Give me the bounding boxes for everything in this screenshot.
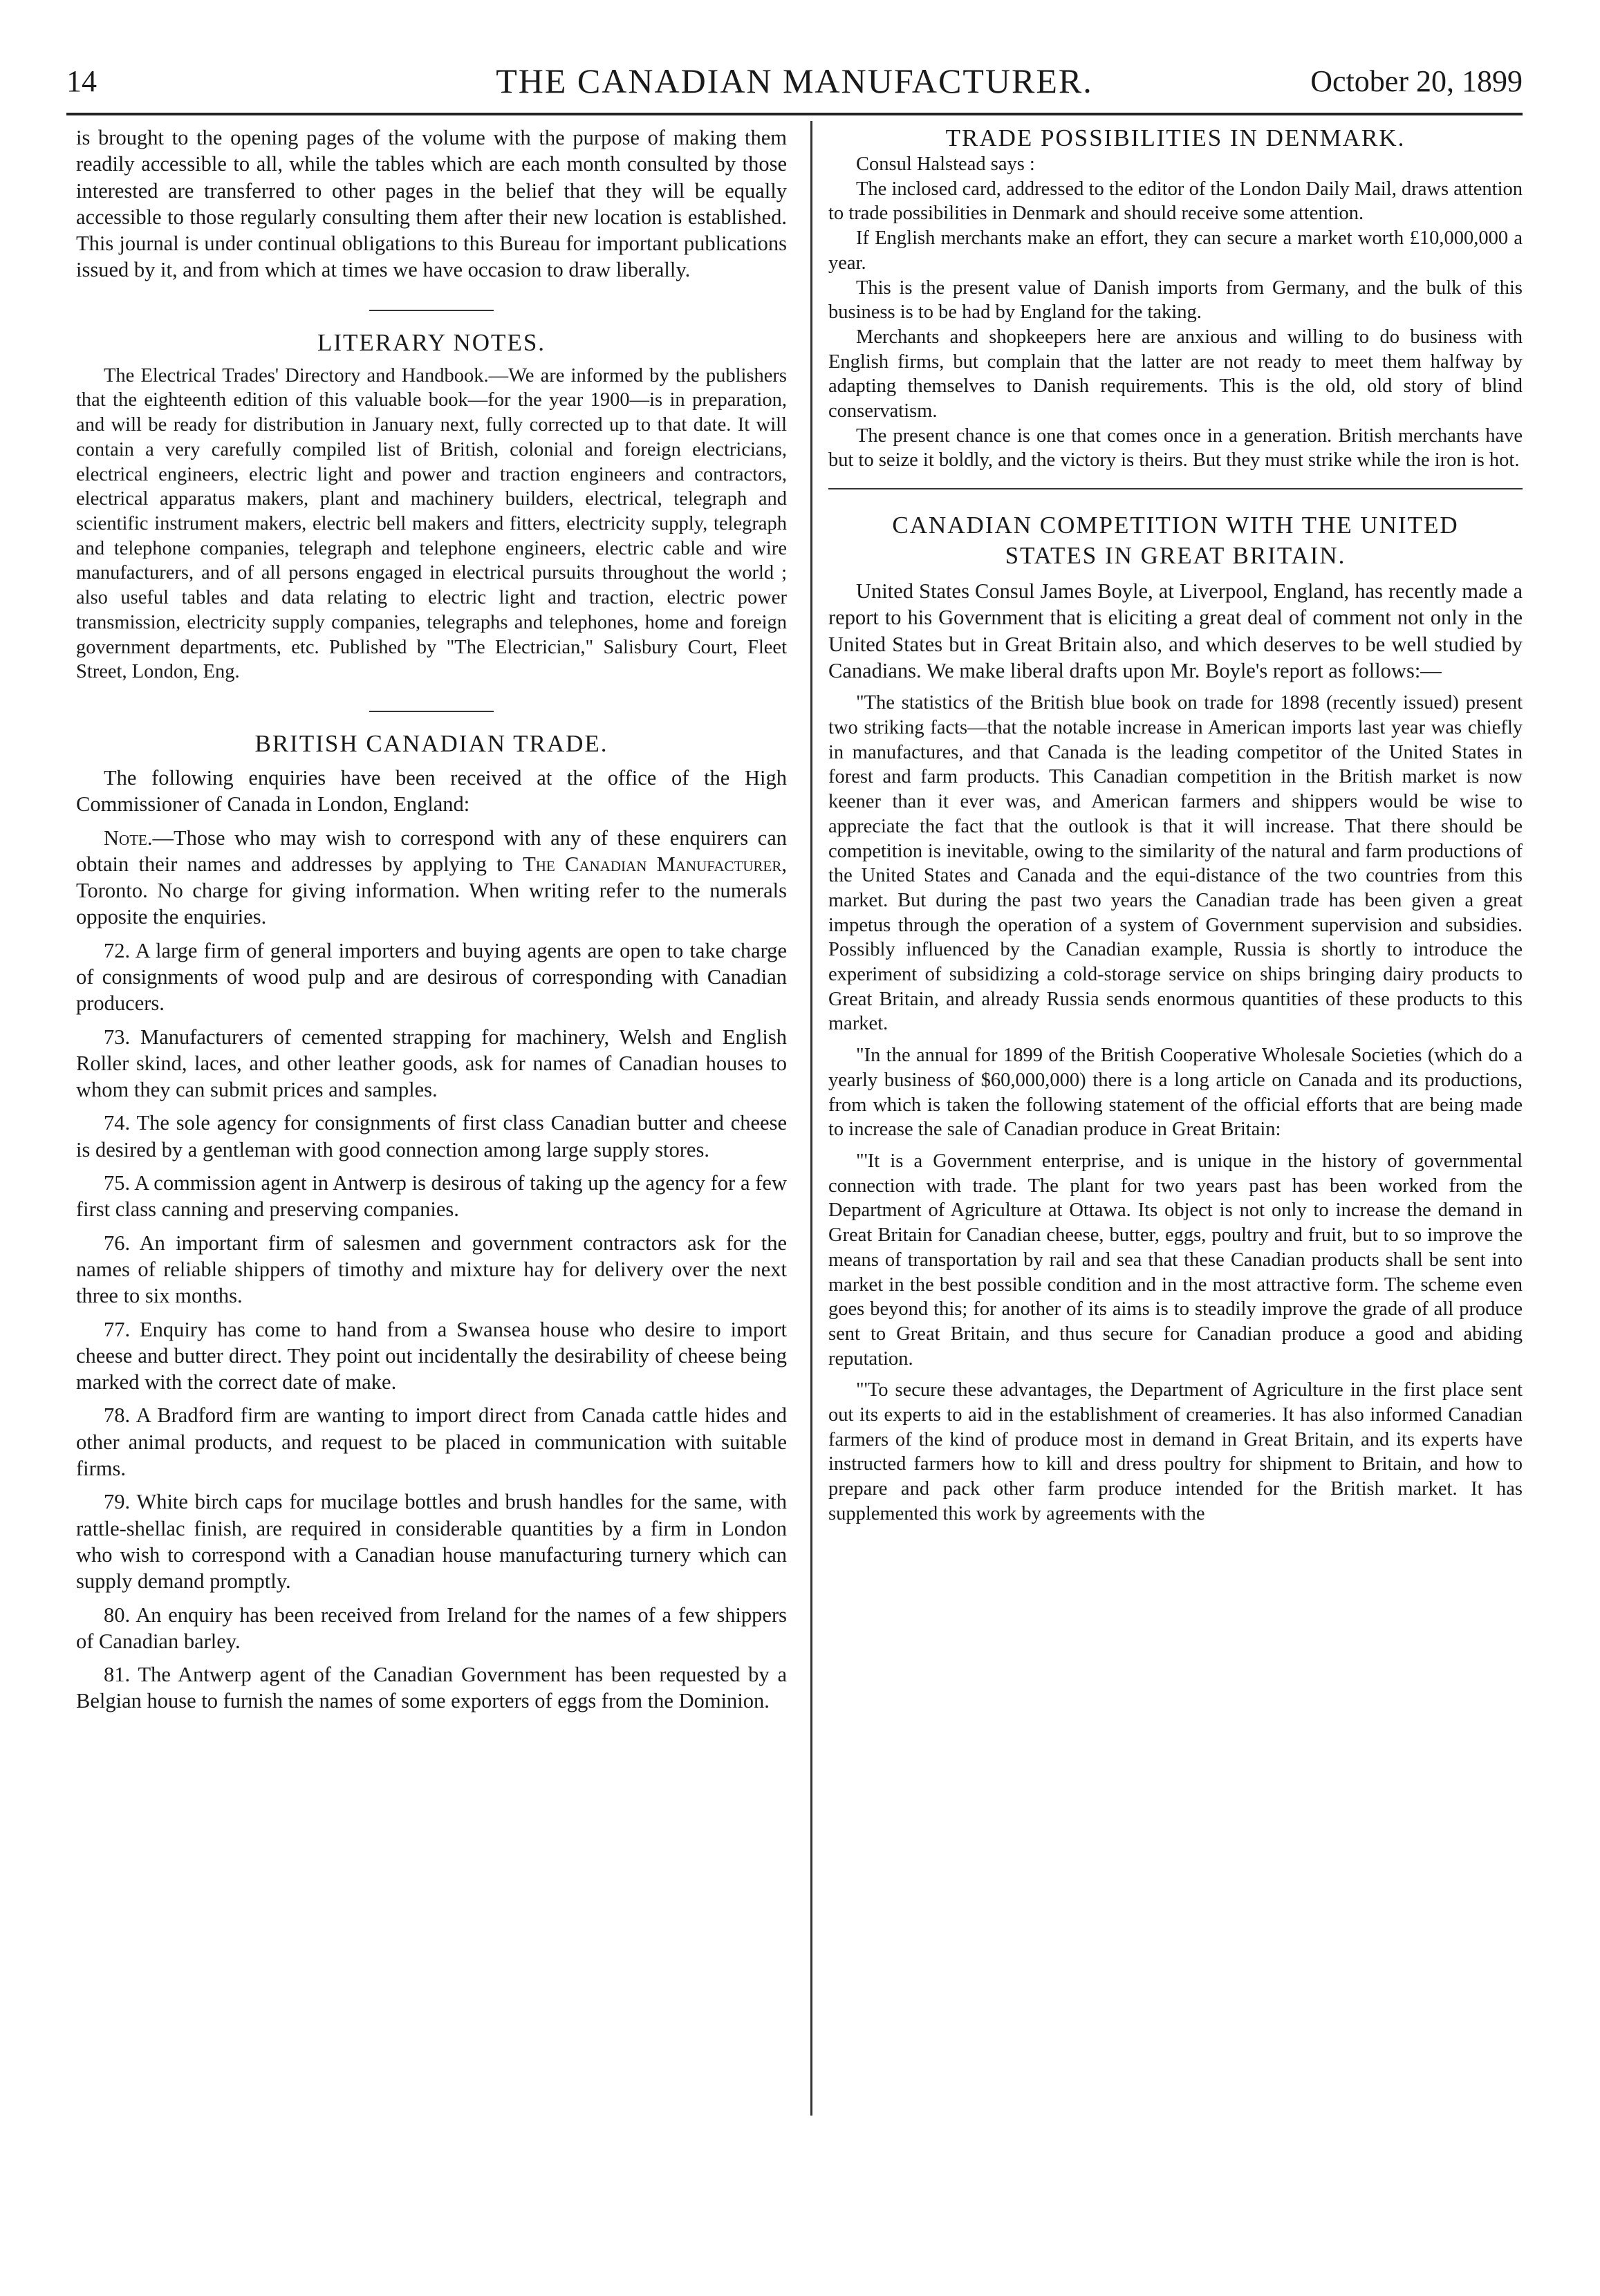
competition-heading	[828, 510, 1523, 571]
page-header	[66, 61, 1523, 102]
enquiry-item: 77. Enquiry has come to hand from a Swansea house who desire to import cheese and butter direct. They point out incidentally the desirability of cheese being marked with the correct date of make.	[76, 1317, 787, 1394]
trade-intro: The following enquiries have been received at the office of the High Commissioner of Canada in London, England:	[76, 765, 787, 816]
left-column	[76, 124, 787, 1715]
british-canadian-trade-heading: BRITISH CANADIAN TRADE.	[254, 729, 608, 757]
literary-notes-heading: LITERARY NOTES.	[317, 328, 546, 356]
issue-date: October 20, 1899	[1310, 64, 1523, 98]
denmark-paragraph: The inclosed card, addressed to the editor of the London Daily Mail, draws attention to trade possibilities in Denmark and should receive some attention.	[828, 178, 1523, 225]
competition-paragraph: "'It is a Government enterprise, and is unique in the history of governmental connection with trade. The plant for two years past has been worked from the Department of Agriculture at Ottawa. Its object is not only to increase the demand in Great Britain for Canadian cheese, butter, eggs, poultry and fruit, but to so improve the means of transportation by rail and sea that these Canadian products shall be sent into market in the best possible condition and in the most attractive form. The scheme even goes beyond this; for another of its aims is to steadily improve the grade of all produce sent to Great Britain, and thus secure for Canadian produce a good and abiding reputation.	[828, 1150, 1523, 1370]
competition-heading-line-1: CANADIAN COMPETITION WITH THE UNITED	[892, 512, 1459, 539]
enquiry-item: 80. An enquiry has been received from Ireland for the names of a few shippers of Canadian barley.	[76, 1603, 787, 1653]
denmark-paragraph: If English merchants make an effort, they can secure a market worth £10,000,000 a year.	[828, 227, 1523, 274]
denmark-paragraph: Consul Halstead says :	[856, 153, 1035, 175]
trade-note	[76, 825, 787, 931]
section-rule	[369, 711, 494, 712]
competition-quotes	[828, 691, 1523, 1526]
note-label: Note.	[104, 825, 153, 850]
note-text-b: , Toronto. No charge for giving information. When writing refer to the numerals opposite the enquiries.	[76, 852, 787, 929]
enquiry-item: 75. A commission agent in Antwerp is desirous of taking up the agency for a few first class canning and preserving companies.	[76, 1171, 787, 1222]
denmark-paragraph: This is the present value of Danish imports from Germany, and the bulk of this business is to be had by England for the taking.	[828, 277, 1523, 324]
literary-notes-body: The Electrical Trades' Directory and Handbook.—We are informed by the publishers that the eighteenth edition of this valuable book—for the year 1900—is in preparation, and will be ready for distribution in January next, fully corrected up to that date. It will contain a very carefully compiled list of British, colonial and foreign electricians, electrical engineers, electric light and power and traction engineers and contractors, electrical apparatus makers, plant and machinery builders, electrical, telegraph and scientific instrument makers, electric bell makers and fitters, electricity supply, telegraph and telephone companies, telegraph and telephone engineers, electric cable and wire manufacturers, and of all persons engaged in electrical pursuits throughout the world ; also useful tables and data relating to electric light and traction, electric power transmission, electricity supply companies, telegraphs and telephones, home and foreign government departments, etc. Published by "The Electrician," Salisbury Court, Fleet Street, London, Eng.	[76, 364, 787, 683]
competition-heading-line-2: STATES IN GREAT BRITAIN.	[1005, 542, 1346, 570]
enquiry-item: 73. Manufacturers of cemented strapping for machinery, Welsh and English Roller skind, laces, and other leather goods, ask for names of Canadian houses to whom they can submit prices and samples.	[76, 1025, 787, 1102]
continued-paragraph: is brought to the opening pages of the volume with the purpose of making them readily accessible to all, while the tables which are each month consulted by those interested are transferred to other pages in the belief that they will be equally accessible to those regularly consulting them after their new location is established. This journal is under continual obligations to this Bureau for important publications issued by it, and from which at times we have occasion to draw liberally.	[76, 126, 787, 282]
right-column	[828, 124, 1523, 1527]
header-rule	[66, 113, 1523, 115]
page-number: 14	[66, 64, 97, 98]
denmark-article	[828, 152, 1523, 473]
enquiry-item: 72. A large firm of general importers and buying agents are open to take charge of consignments of wood pulp and are desirous of corresponding with Canadian producers.	[76, 938, 787, 1016]
enquiry-item: 81. The Antwerp agent of the Canadian Government has been requested by a Belgian house to furnish the names of some exporters of eggs from the Dominion.	[76, 1663, 787, 1713]
column-divider	[810, 121, 812, 2116]
denmark-heading: TRADE POSSIBILITIES IN DENMARK.	[945, 124, 1406, 151]
competition-paragraph: "The statistics of the British blue book on trade for 1898 (recently issued) present two striking facts—that the notable increase in American imports last year was chiefly in manufactures, and that Canada is the leading competitor of the United States in forest and farm products. This Canadian competition in the British market is now keener than it ever was, and American farmers and shippers would be wise to appreciate the fact that the outlook is that it will increase. That there should be competition is inevitable, owing to the similarity of the natural and farm productions of the United States and Canada and the equi-distance of the two countries from this market. But during the past two years the Canadian trade has been given a great impetus through the operation of a system of Government supervision and subsidies. Possibly influenced by the Canadian example, Russia is shortly to introduce the experiment of subsidizing a cold-storage service on ships bringing dairy products to Great Britain, and already Russia sends enormous quantities of these products to this market.	[828, 692, 1523, 1035]
enquiry-item: 74. The sole agency for consignments of first class Canadian butter and cheese is desired by a gentleman with good connection among large supply stores.	[76, 1111, 787, 1161]
masthead: THE CANADIAN MANUFACTURER.	[496, 62, 1093, 100]
competition-paragraph: "In the annual for 1899 of the British Cooperative Wholesale Societies (which do a yearly business of $60,000,000) there is a long article on Canada and its productions, from which is taken the following statement of the official efforts that are being made to increase the sale of Canadian produce in Great Britain:	[828, 1045, 1523, 1141]
note-publication: The Canadian Manufacturer	[523, 852, 782, 876]
competition-paragraph: "'To secure these advantages, the Department of Agriculture in the first place sent out its experts to aid in the establishment of creameries. It has also informed Canadian farmers of the kind of produce most in demand in Great Britain, and its experts have instructed farmers how to kill and dress poultry for shipment to Britain, and how to prepare and pack other farm produce intended for the British market. It has supplemented this work by agreements with the	[828, 1379, 1523, 1524]
section-rule	[828, 488, 1523, 489]
enquiry-item: 79. White birch caps for mucilage bottles and brush handles for the same, with rattle-shellac finish, are required in considerable quantities by a firm in London who wish to correspond with a Canadian house manufacturing turnery which can supply demand promptly.	[76, 1490, 787, 1594]
enquiry-item: 76. An important firm of salesmen and government contractors ask for the names of reliable shippers of timothy and mixture hay for delivery over the next three to six months.	[76, 1231, 787, 1308]
enquiry-item: 78. A Bradford firm are wanting to import direct from Canada cattle hides and other animal products, and request to be placed in communication with suitable firms.	[76, 1403, 787, 1481]
note-text-a: —Those who may wish to correspond with any of these enquirers can obtain their names and addresses by applying to	[76, 825, 787, 876]
competition-intro: United States Consul James Boyle, at Liverpool, England, has recently made a report to his Government that is eliciting a great deal of comment not only in the United States but in Great Britain also, and which deserves to be well studied by Canadians. We make liberal drafts upon Mr. Boyle's report as follows:—	[828, 579, 1523, 683]
denmark-paragraph: The present chance is one that comes once in a generation. British merchants have but to seize it boldly, and the victory is theirs. But they must strike while the iron is hot.	[828, 424, 1523, 472]
denmark-paragraph: Merchants and shopkeepers here are anxious and willing to do business with English firms, but complain that the latter are not ready to meet them halfway by adapting themselves to Danish requirements. This is the old, old story of blind conservatism.	[828, 326, 1523, 422]
section-rule	[369, 310, 494, 311]
